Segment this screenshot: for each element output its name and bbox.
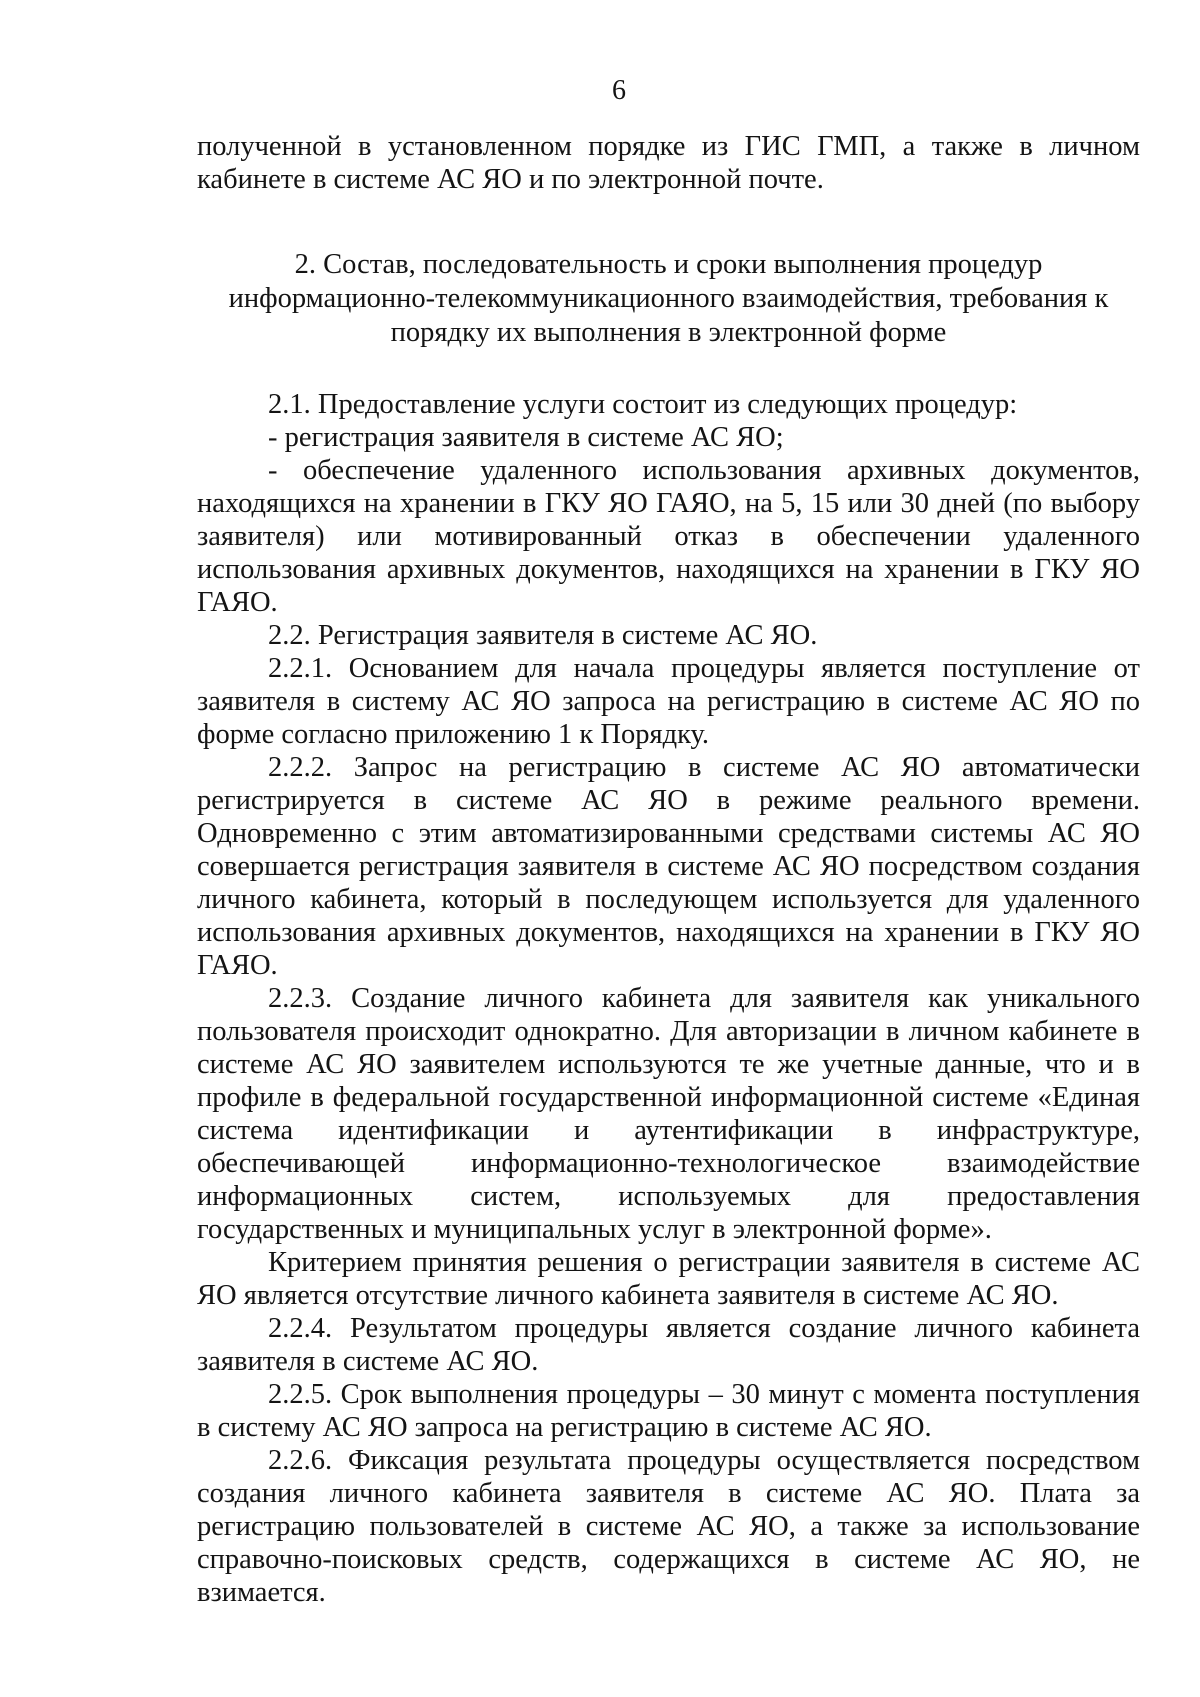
paragraph-2-1: 2.1. Предоставление услуги состоит из следующих процедур:: [268, 389, 1018, 420]
paragraph-criterion: Критерием принятия решения о регистрации заявителя в системе АС ЯО является отсутствие личного кабинета заявителя в системе АС ЯО.: [197, 1247, 1140, 1311]
paragraph-2-2: 2.2. Регистрация заявителя в системе АС ЯО.: [268, 620, 818, 651]
document-body: [197, 130, 1140, 1609]
paragraph-continuation: полученной в установленном порядке из ГИС ГМП, а также в личном кабинете в системе АС ЯО и по электронной почте.: [197, 131, 1140, 195]
paragraph-2-2-2: 2.2.2. Запрос на регистрацию в системе АС ЯО автоматически регистрируется в системе АС ЯО в режиме реального времени. Одновременно с этим автоматизированными средствами системы АС ЯО совершается регистрация заявителя в системе АС ЯО посредством создания личного кабинета, который в последующем используется для удаленного использования архивных документов, находящихся на хранении в ГКУ ЯО ГАЯО.: [197, 752, 1140, 981]
paragraph-2-2-5: 2.2.5. Срок выполнения процедуры – 30 минут с момента поступления в систему АС ЯО запроса на регистрацию в системе АС ЯО.: [197, 1379, 1140, 1443]
paragraph-2-2-3: 2.2.3. Создание личного кабинета для заявителя как уникального пользователя происходит однократно. Для авторизации в личном кабинете в системе АС ЯО заявителем используются те же учетные данные, что и в профиле в федеральной государственной информационной системе «Единая система идентификации и аутентификации в инфраструктуре, обеспечивающей информационно-технологическое взаимодействие информационных систем, используемых для предоставления государственных и муниципальных услуг в электронной форме».: [197, 983, 1140, 1245]
list-item-registration: - регистрация заявителя в системе АС ЯО;: [268, 422, 784, 453]
paragraph-2-2-1: 2.2.1. Основанием для начала процедуры является поступление от заявителя в систему АС ЯО запроса на регистрацию в системе АС ЯО по форме согласно приложению 1 к Порядку.: [197, 653, 1140, 750]
section-heading: 2. Состав, последовательность и сроки выполнения процедур информационно-телекоммуникационного взаимодействия, требования к порядку их выполнения в электронной форме: [228, 249, 1109, 348]
paragraph-2-2-6: 2.2.6. Фиксация результата процедуры осуществляется посредством создания личного кабинета заявителя в системе АС ЯО. Плата за регистрацию пользователей в системе АС ЯО, а также за использование справочно-поисковых средств, содержащихся в системе АС ЯО, не взимается.: [197, 1445, 1140, 1608]
paragraph-2-2-4: 2.2.4. Результатом процедуры является создание личного кабинета заявителя в системе АС ЯО.: [197, 1313, 1140, 1377]
list-item-remote-use: - обеспечение удаленного использования архивных документов, находящихся на хранении в ГКУ ЯО ГАЯО, на 5, 15 или 30 дней (по выбору заявителя) или мотивированный отказ в обеспечении удаленного использования архивных документов, находящихся на хранении в ГКУ ЯО ГАЯО.: [197, 455, 1140, 618]
page-number: 6: [612, 75, 626, 106]
